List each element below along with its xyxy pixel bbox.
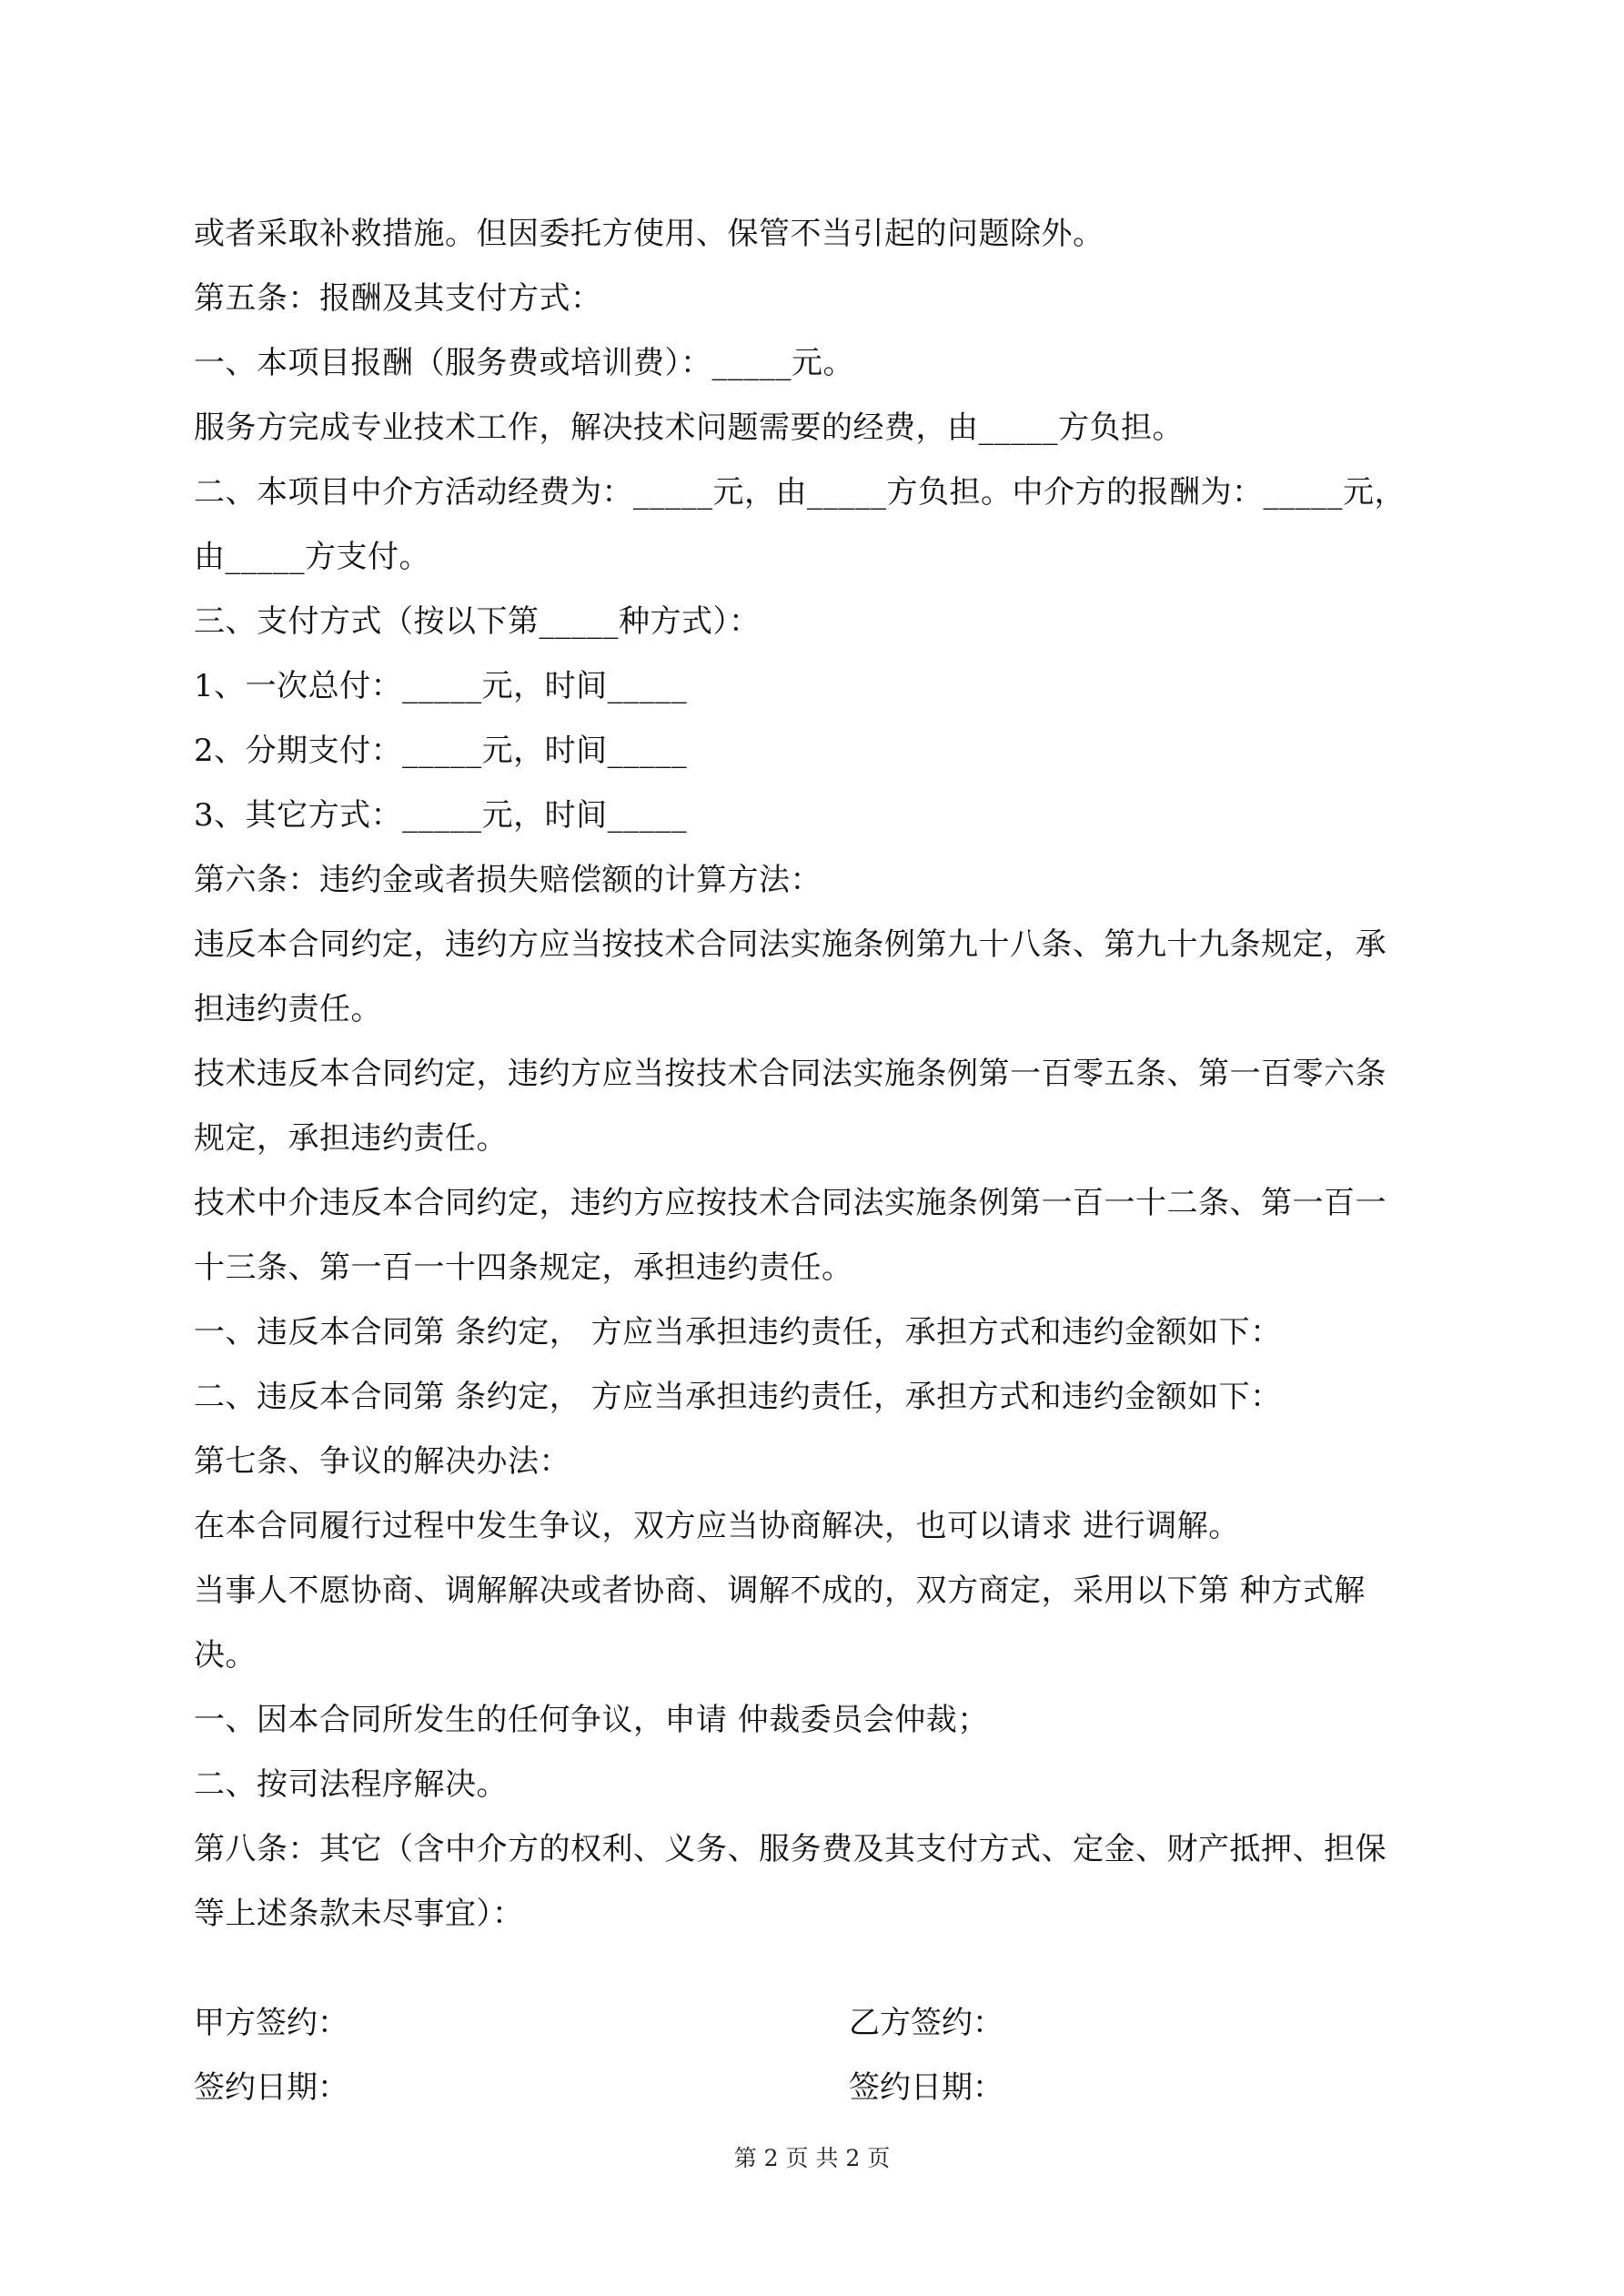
signature-block (194, 1991, 1449, 2120)
text-line: 二、按司法程序解决。 (194, 1766, 508, 1803)
payment-option-3: 3、其它方式：_____元，时间_____ (194, 797, 688, 834)
text-line: 决。 (194, 1637, 257, 1674)
text-line: 或者采取补救措施。但因委托方使用、保管不当引起的问题除外。 (194, 216, 1105, 252)
text-line: 二、违反本合同第 条约定， 方应当承担违约责任，承担方式和违约金额如下： (194, 1379, 1282, 1415)
text-line: 由_____方支付。 (194, 539, 430, 575)
party-b-date-label: 签约日期： (849, 2069, 1004, 2106)
contract-body (194, 202, 1449, 1947)
text-line: 二、本项目中介方活动经费为：_____元，由_____方负担。中介方的报酬为：_____元， (194, 474, 1406, 511)
text-line: 技术中介违反本合同约定，违约方应按技术合同法实施条例第一百一十二条、第一百一 (194, 1185, 1387, 1221)
section-heading-article-8: 第八条：其它（含中介方的权利、义务、服务费及其支付方式、定金、财产抵押、担保 (194, 1831, 1387, 1867)
party-a-signature-label: 甲方签约： (194, 2005, 348, 2041)
party-a-date-label: 签约日期： (194, 2069, 348, 2106)
text-line: 技术违反本合同约定，违约方应当按技术合同法实施条例第一百零五条、第一百零六条 (194, 1056, 1387, 1092)
section-heading-article-6: 第六条：违约金或者损失赔偿额的计算方法： (194, 862, 822, 898)
section-heading-article-5: 第五条：报酬及其支付方式： (194, 280, 602, 317)
text-line: 担违约责任。 (194, 991, 382, 1027)
party-b-signature-label: 乙方签约： (849, 2005, 1004, 2041)
text-line: 服务方完成专业技术工作，解决技术问题需要的经费，由_____方负担。 (194, 410, 1184, 446)
text-line: 一、本项目报酬（服务费或培训费）：_____元。 (194, 345, 854, 381)
text-line: 三、支付方式（按以下第_____种方式）： (194, 603, 761, 640)
text-line: 一、违反本合同第 条约定， 方应当承担违约责任，承担方式和违约金额如下： (194, 1314, 1282, 1350)
payment-option-1: 1、一次总付：_____元，时间_____ (194, 668, 688, 704)
text-line: 一、因本合同所发生的任何争议，申请 仲裁委员会仲裁； (194, 1702, 989, 1738)
text-line: 违反本合同约定，违约方应当按技术合同法实施条例第九十八条、第九十九条规定，承 (194, 926, 1387, 963)
section-heading-article-7: 第七条、争议的解决办法： (194, 1443, 570, 1480)
text-line: 规定，承担违约责任。 (194, 1120, 508, 1157)
page-number-footer: 第 2 页 共 2 页 (733, 2145, 891, 2171)
text-line: 十三条、第一百一十四条规定，承担违约责任。 (194, 1249, 853, 1286)
text-line: 等上述条款未尽事宜）： (194, 1896, 524, 1932)
text-line: 在本合同履行过程中发生争议，双方应当协商解决，也可以请求 进行调解。 (194, 1508, 1240, 1544)
signing-date-row (194, 2056, 1449, 2120)
payment-option-2: 2、分期支付：_____元，时间_____ (194, 733, 688, 769)
text-line: 当事人不愿协商、调解解决或者协商、调解不成的，双方商定，采用以下第 种方式解 (194, 1573, 1366, 1609)
signature-row (194, 1991, 1449, 2056)
